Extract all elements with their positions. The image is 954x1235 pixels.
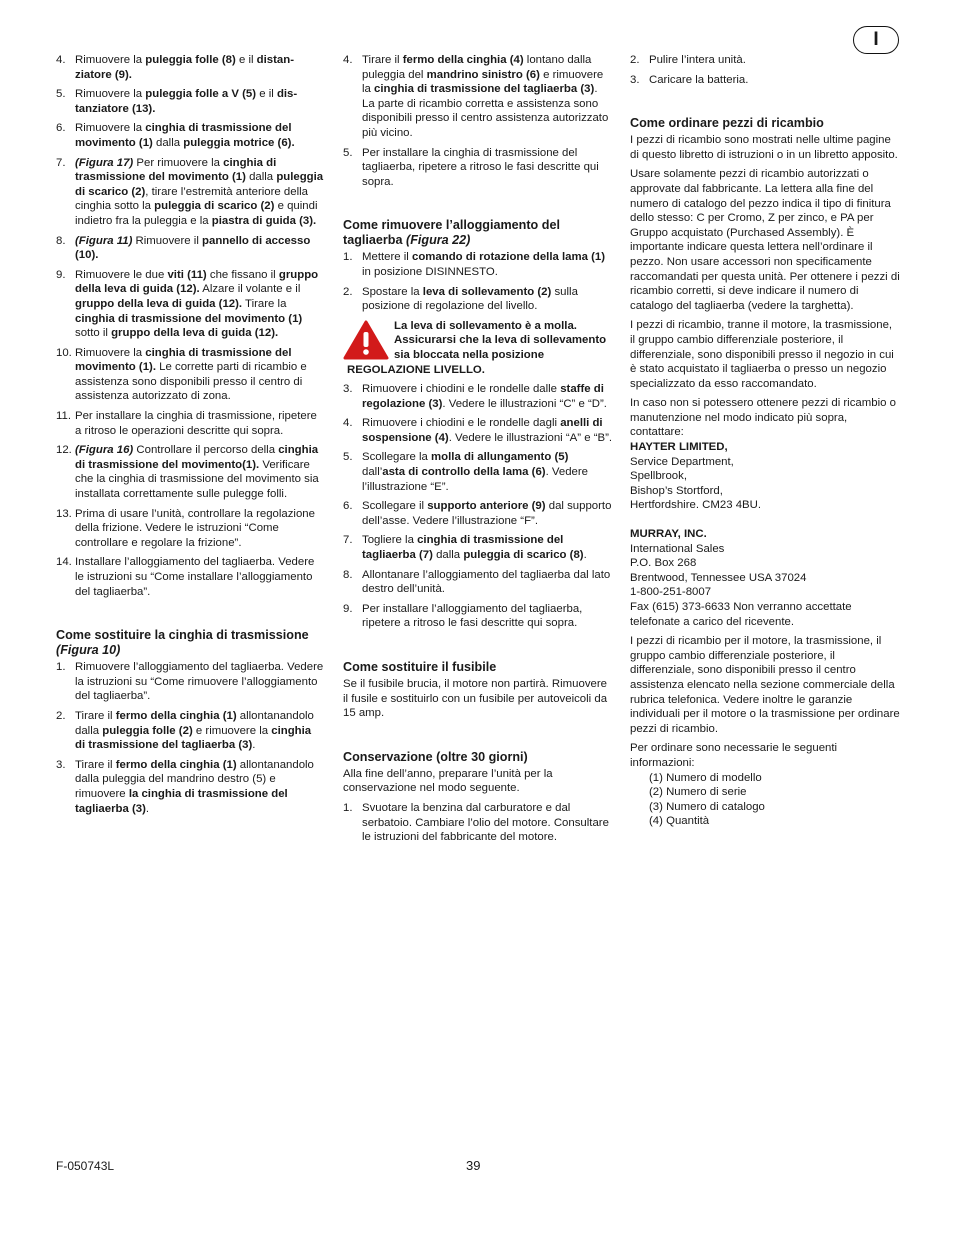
step-number: 3. [630,73,640,86]
parts-p1: I pezzi di ricambio sono mostrati nelle ultime pagine di questo libretto di istruzioni o in un libretto apposito. [630,134,898,161]
list-item [56,53,324,82]
hayter-lines [630,455,900,513]
step-text: Caricare la batteria. [649,73,749,86]
step-number: 8. [56,234,66,247]
list-item [56,507,324,551]
list-item [343,568,613,597]
text-line: (1) Numero di modello [649,771,762,784]
step-text: (Figura 16) Controllare il percorso della cinghia di trasmissione del movimento(1). Verificare che la cinghia di trasmissione del movimento sia installata correttamente sulle pulegge folli. [75,444,319,501]
list-item [56,409,324,438]
storage-steps-cont [630,53,900,87]
step-text: Rimuovere i chiodini e le rondelle dalle staffe di regolazione (3). Vedere le illustrazioni “C” e “D”. [362,383,607,410]
step-number: 3. [56,758,66,771]
list-item [56,443,324,501]
step-number: 3. [343,383,353,396]
list-item [343,602,613,631]
murray-address [630,527,900,629]
step-text: Per installare la cinghia di trasmissione del tagliaerba, ripetere a ritroso le fasi descritte qui sopra. [362,146,599,188]
step-number: 12. [56,444,72,457]
list-item [56,346,324,404]
belt-removal-steps [56,53,324,599]
step-number: 2. [56,709,66,722]
parts-p6: Per ordinare sono necessarie le seguenti informazioni: [630,742,838,769]
step-number: 5. [56,88,66,101]
list-item [343,146,613,190]
step-text: (Figura 11) Rimuovere il pannello di accesso (10). [75,234,311,262]
list-item [56,660,324,704]
step-text: Tirare il fermo della cinghia (1) allontanandolo dalla puleggia del mandrino destro (5) e rimuovere la cinghia di trasmissione del tagliaerba (3). [75,758,314,815]
list-item [343,533,613,562]
text-line: Fax (615) 373-6633 Non verranno accettate telefonate a carico del ricevente. [630,601,852,628]
list-item [343,416,613,445]
step-number: 2. [630,54,640,66]
list-item [56,268,324,341]
step-text: Tirare il fermo della cinghia (4) lontano dalla puleggia del mandrino sinistro (6) e rimuovere la cinghia di trasmissione del tagliaerba (3). La parte di ricambio corretta e assistenza sono disponibili presso il centro assistenza autorizzato più vicino. [362,54,609,139]
murray-name: MURRAY, INC. [630,528,707,541]
parts-p5: I pezzi di ricambio per il motore, la trasmissione, il gruppo cambio differenziale posteriore, il differenziale, sono disponibili presso il centro assistenza elencato nella sezione commerciale della rubrica telefonica. Vedere inoltre le garanzie individuali per il motore o la trasmissione per ordinare pezzi di ricambio. [630,635,900,735]
parts-p4: In caso non si potessero ottenere pezzi di ricambio o manutenzione nel modo indicato più sopra, contattare: [630,397,896,439]
document-code: F-050743L [56,1159,115,1173]
step-text: Allontanare l’alloggiamento del tagliaerba dal lato destro dell’unità. [362,568,611,596]
storage-steps [343,801,613,845]
list-item [630,53,900,68]
list-item [56,709,324,753]
list-item [343,53,613,141]
step-text: Tirare il fermo della cinghia (1) allontanandolo dalla puleggia folle (2) e rimuovere la cinghia di trasmissione del tagliaerba (3). [75,709,314,752]
section-title-order-parts: Come ordinare pezzi di ricambio [630,116,824,131]
step-text: Pulire l’intera unità. [649,54,746,66]
fuse-body: Se il fusibile brucia, il motore non partirà. Rimuovere il fusile e sostituirlo con un fusibile per autoveicoli da 15 amp. [343,678,608,720]
storage-body: Alla fine dell’anno, preparare l’unità per la conservazione nel modo seguente. [343,767,553,795]
section-title-storage: Conservazione (oltre 30 giorni) [343,749,528,764]
section-title-replace-mower-belt: Come sostituire la cinghia di trasmissione (Figura 10) [56,628,309,658]
text-line: P.O. Box 268 [630,557,697,570]
hayter-name: HAYTER LIMITED, [630,441,728,454]
parts-p3: I pezzi di ricambio, tranne il motore, la trasmissione, il gruppo cambio differenziale posteriore, il differenziale, sono disponibili presso il negozio in cui è stato acquistato il tagliaerba o presso un negozio specializzato da esso raccomandato. [630,319,894,390]
step-text: Svuotare la benzina dal carburatore e dal serbatoio. Cambiare l’olio del motore. Consultare le istruzioni del fabbricante del motore. [362,801,609,844]
mower-belt-steps [56,660,324,816]
step-text: Rimuovere la cinghia di trasmissione del movimento (1) dalla puleggia motrice (6). [75,122,295,149]
step-number: 9. [56,268,66,281]
step-number: 1. [343,801,353,814]
column-2 [343,53,613,850]
column-3 [630,53,900,829]
list-item [343,450,613,494]
step-text: Rimuovere i chiodini e le rondelle dagli anelli di sospensione (4). Vedere le illustrazioni “A” e “B”. [362,417,613,444]
step-text: Rimuovere la puleggia folle (8) e il distanziatore (9). [75,54,295,81]
step-number: 10. [56,346,72,359]
step-text: Spostare la leva di sollevamento (2) sulla posizione di regolazione del livello. [362,285,578,313]
step-number: 1. [343,251,353,264]
text-line: (2) Numero di serie [649,786,747,799]
list-item [56,156,324,229]
text-line: Spellbrook, [630,470,687,483]
list-item [56,87,324,116]
list-item [343,382,613,411]
list-item [343,499,613,528]
step-text: Installare l’alloggiamento del tagliaerba. Vedere le istruzioni su “Come installare l’alloggiamento del tagliaerba”. [75,556,315,598]
text-line: (3) Numero di catalogo [649,800,765,813]
hayter-address [630,440,900,513]
list-item [630,73,900,88]
step-number: 4. [343,54,353,66]
step-text: Rimuovere la cinghia di trasmissione del movimento (1). Le corrette parti di ricambio e assistenza sono disponibili presso il centro di assistenza autorizzato di zona. [75,346,307,403]
list-item [56,758,324,816]
column-1 [56,53,324,821]
list-item [343,801,613,845]
step-text: Mettere il comando di rotazione della lama (1) in posizione DISINNESTO. [362,251,606,278]
warning-text-tail: REGOLAZIONE LIVELLO. [347,363,485,376]
section-title-remove-housing: Come rimuovere l’alloggiamento del tagliaerba (Figura 22) [343,218,560,248]
section-title-fuse: Come sostituire il fusibile [343,660,497,674]
step-number: 11. [56,410,71,423]
warning-block [343,319,613,377]
step-number: 7. [343,534,353,547]
housing-steps-b [343,382,613,631]
step-number: 9. [343,602,353,615]
text-line: Hertfordshire. CM23 4BU. [630,499,762,512]
text-line: Brentwood, Tennessee USA 37024 [630,571,807,584]
text-line: (4) Quantità [649,815,710,828]
step-text: Scollegare la molla di allungamento (5) dall’asta di controllo della lama (6). Vedere l’illustrazione “E”. [362,451,589,493]
step-number: 6. [343,500,353,513]
order-info-list [630,771,900,829]
step-text: (Figura 17) Per rimuovere la cinghia di trasmissione del movimento (1) dalla puleggia di scarico (2), tirare l’estremità anteriore della cinghia sotto la puleggia di scarico (2) e quindi indietro fra la puleggia e la piastra di guida (3). [75,156,324,227]
step-text: Prima di usare l’unità, controllare la regolazione della frizione. Vedere le istruzioni “Come controllare e regolare la frizione”. [75,507,315,549]
step-text: Scollegare il supporto anteriore (9) dal supporto dell’asse. Vedere l’illustrazione “F”. [362,500,612,527]
list-item [56,555,324,599]
text-line: 1-800-251-8007 [630,586,712,599]
murray-lines [630,542,900,630]
language-badge: I [853,26,899,54]
step-number: 8. [343,568,353,581]
list-item [343,285,613,314]
list-item [56,121,324,150]
housing-steps-a [343,250,613,313]
step-number: 5. [343,146,353,159]
step-text: Rimuovere la puleggia folle a V (5) e il distanziatore (13). [75,88,298,115]
step-text: Per installare la cinghia di trasmissione, ripetere a ritroso le operazioni descritte qui sopra. [75,410,317,437]
list-item [56,234,324,263]
page-number: 39 [466,1158,481,1173]
warning-text: La leva di sollevamento è a molla. Assicurarsi che la leva di sollevamento sia bloccata nella posizione [394,319,607,361]
step-text: Rimuovere l’alloggiamento del tagliaerba. Vedere la istruzioni su “Come rimuovere l’alloggiamento del tagliaerba”. [75,661,324,703]
step-number: 13. [56,507,72,520]
step-number: 4. [56,54,66,66]
text-line: International Sales [630,542,725,555]
step-number: 6. [56,122,66,135]
step-number: 14. [56,556,72,569]
list-item [343,250,613,279]
text-line: Service Department, [630,455,734,468]
step-number: 4. [343,417,353,430]
mower-belt-steps-cont [343,53,613,189]
step-text: Per installare l’alloggiamento del tagliaerba, ripetere a ritroso le fasi descritte qui sopra. [362,602,583,630]
step-number: 2. [343,285,353,298]
step-number: 5. [343,451,353,464]
text-line: Bishop’s Stortford, [630,484,723,497]
step-number: 7. [56,156,66,169]
step-text: Rimuovere le due viti (11) che fissano il gruppo della leva di guida (12). Alzare il volante e il gruppo della leva di guida (12). Tirare la cinghia di trasmissione del movimento (1) sotto il gruppo della leva di guida (12). [75,268,319,340]
step-text: Togliere la cinghia di trasmissione del tagliaerba (7) dalla puleggia di scarico (8). [362,534,587,562]
parts-p2: Usare solamente pezzi di ricambio autorizzati o approvate dal fabbricante. La lettera alla fine del numero di catalogo del pezzo indica il tipo di finitura dello stesso: C per Cromo, Z per zinco, e PA per Gruppo acquistato (Purchased Assembly). È importante indicare questa lettera nell’ordinare il pezzo. Non usare accessori non specificamente raccomandati per questa unità. Per ottenere i pezzi di ricambio corretti, si deve indicare il numero di catalogo del tagliaerba (vedere la targhetta). [630,168,900,312]
step-number: 1. [56,661,66,674]
warning-icon [343,320,389,360]
